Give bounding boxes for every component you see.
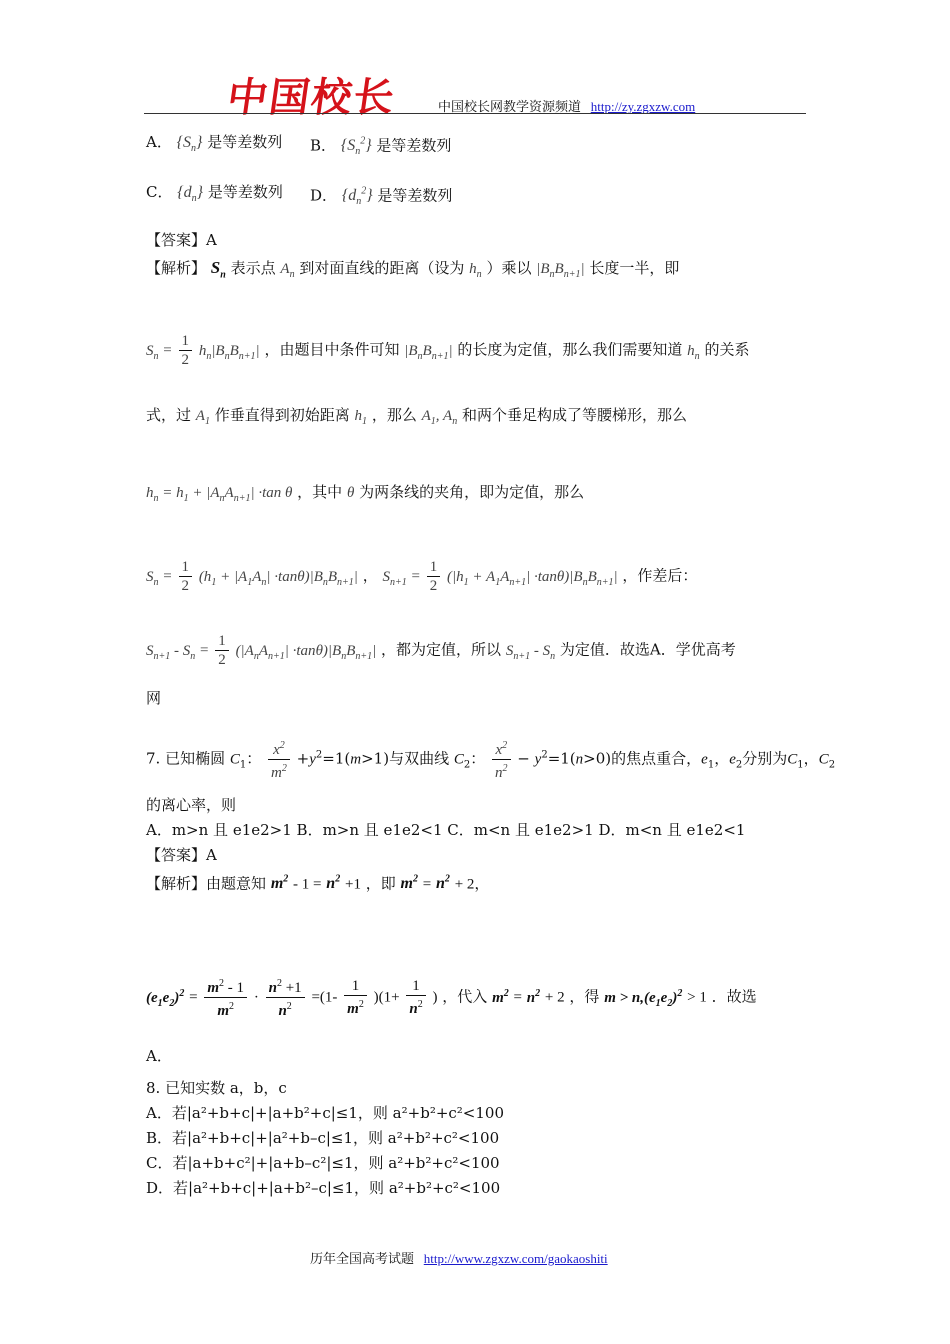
q6-analysis-line1: 【解析】 $S_n$ 表示点 $A_n$ 到对面直线的距离（设为 $h_n$ ）乘以 $|B_nB_{n+1}|$ 长度一半，即 — [146, 258, 680, 281]
q6-analysis-line6: $S_{n+1} - S_n$ = $\frac{1}{2}$ $(|A_nA_{n+1}| \cdot\tan\theta)|B_nB_{n+1}|$ ，都为定值，所以 $S_{n+1} - S_n$ 为定值．故选A．学优高考 — [146, 633, 736, 668]
q6-analysis-line5: $S_n$ = $\frac{1}{2}$ $(h_1 + |A_1A_n| \cdot\tan\theta)|B_nB_{n+1}|$ ， $S_{n+1}$ = $\frac{1}{2}$ $(|h_1 + A_1A_{n+1}| \cdot\tan\theta)|B_nB_{n+1}|$ ，作差后： — [146, 559, 698, 594]
q8-option-c: C．若|a+b+c²|+|a+b–c²|≤1，则 a²+b²+c²<100 — [146, 1154, 500, 1172]
q7-analysis-line3: A． — [146, 1047, 172, 1065]
q7-analysis-line2: $(e_1e_2)^2$ = $\frac{m^2 - 1}{m^2}$ · $\frac{n^2 +1}{n^2}$ =(1- $\frac{1}{m^2}$ )(1+ $\frac{1}{n^2}$ ) ，代入 $m^2 = n^2 + 2$ ，得 $m > n,(e_1e_2)^2 > 1$ ．故选 — [146, 975, 757, 1020]
footer — [310, 1248, 608, 1267]
q7-analysis-line1: 【解析】由题意知 $m^2 - 1 = n^2 +1$ ，即 $m^2 = n^2 + 2$， — [146, 874, 490, 893]
header-divider — [144, 113, 806, 114]
q6-option-d: D． $\{d_n^2\}$ 是等差数列 — [310, 186, 453, 208]
header-site-link[interactable]: http://zy.zgxzw.com — [590, 99, 696, 114]
q8-option-b: B．若|a²+b+c|+|a²+b–c|≤1，则 a²+b²+c²<100 — [146, 1129, 500, 1147]
q8-option-d: D．若|a²+b+c|+|a+b²–c|≤1，则 a²+b²+c²<100 — [146, 1179, 501, 1197]
q6-analysis-line4: $h_n = h_1 + |A_nA_{n+1}| \cdot\tan$ θ ，其中 θ 为两条线的夹角，即为定值，那么 — [146, 483, 585, 504]
q6-analysis-line3: 式，过 $A_1$ 作垂直得到初始距离 $h_1$ ，那么 $A_1$, $A_n$ 和两个垂足构成了等腰梯形，那么 — [146, 406, 687, 427]
q7-answer: 【答案】A — [146, 846, 217, 864]
footer-link[interactable]: http://www.zgxzw.com/gaokaoshiti — [423, 1251, 608, 1266]
q6-answer: 【答案】A — [146, 231, 217, 249]
q6-option-c: C． $\{d_n\}$ 是等差数列 — [146, 183, 283, 205]
header-site-label: 中国校长网教学资源频道 — [438, 99, 582, 114]
q7-stem: 7. 已知椭圆 $C_1$： $\frac{x^2}{m^2}$ $+y^2=1(m>1)$与双曲线 $C_2$： $\frac{x^2}{n^2}$ − $y^2=1(n>0)$的焦点重合，$e_1$，$e_2$分别为$C_1$，$C_2$ — [146, 737, 835, 782]
q6-analysis-line7: 网 — [146, 689, 162, 707]
q7-stem-end: 的离心率，则 — [146, 796, 237, 814]
q8-stem: 8. 已知实数 a，b，c — [146, 1079, 287, 1097]
q6-option-b: B． $\{S_n^2\}$ 是等差数列 — [310, 136, 452, 158]
q8-option-a: A．若|a²+b+c|+|a+b²+c|≤1，则 a²+b²+c²<100 — [146, 1104, 505, 1122]
footer-label: 历年全国高考试题 — [310, 1251, 415, 1266]
q6-option-a: A． $\{S_n\}$ 是等差数列 — [146, 133, 283, 155]
site-logo: 中国校长 — [224, 74, 399, 121]
q7-options: A．m>n 且 e1e2>1 B．m>n 且 e1e2<1 C．m<n 且 e1e2>1 D．m<n 且 e1e2<1 — [146, 821, 746, 839]
q6-analysis-line2: $S_n$ = $\frac{1}{2}$ $h_n|B_nB_{n+1}|$ ，由题目中条件可知 $|B_nB_{n+1}|$ 的长度为定值，那么我们需要知道 $h_n$ 的关系 — [146, 333, 750, 368]
